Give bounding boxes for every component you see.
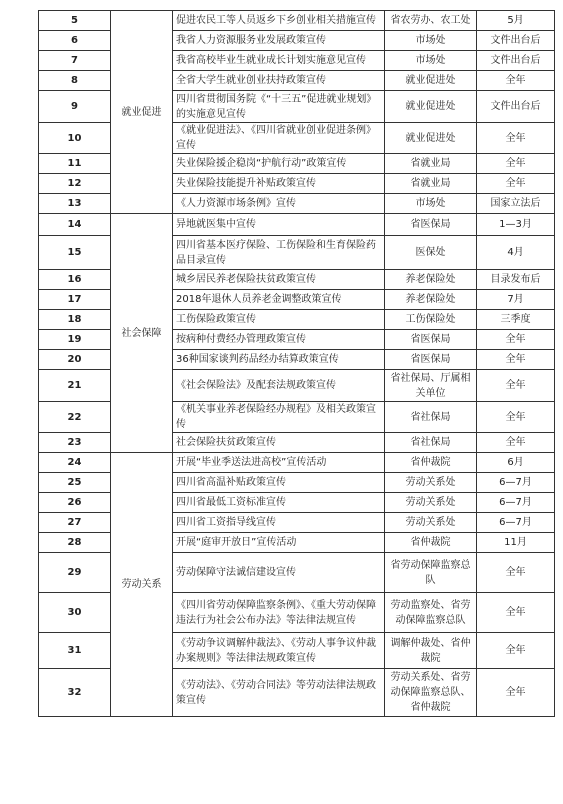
row-number: 19 xyxy=(39,330,111,350)
department-cell: 就业促进处 xyxy=(385,91,477,123)
department-cell: 省社保局 xyxy=(385,433,477,453)
task-cell: 我省人力资源服务业发展政策宣传 xyxy=(173,31,385,51)
department-cell: 市场处 xyxy=(385,31,477,51)
row-number: 14 xyxy=(39,214,111,236)
time-cell: 三季度 xyxy=(477,310,555,330)
time-cell: 国家立法后 xyxy=(477,194,555,214)
task-cell: 《社会保险法》及配套法规政策宣传 xyxy=(173,370,385,402)
department-cell: 省农劳办、农工处 xyxy=(385,11,477,31)
department-cell: 劳动关系处 xyxy=(385,513,477,533)
department-cell: 劳动关系处、省劳动保障监察总队、省仲裁院 xyxy=(385,669,477,717)
time-cell: 全年 xyxy=(477,71,555,91)
row-number: 27 xyxy=(39,513,111,533)
task-cell: 《人力资源市场条例》宣传 xyxy=(173,194,385,214)
time-cell: 文件出台后 xyxy=(477,51,555,71)
task-cell: 城乡居民养老保险扶贫政策宣传 xyxy=(173,270,385,290)
task-cell: 四川省工资指导线宣传 xyxy=(173,513,385,533)
department-cell: 养老保险处 xyxy=(385,290,477,310)
time-cell: 全年 xyxy=(477,154,555,174)
row-number: 11 xyxy=(39,154,111,174)
row-number: 13 xyxy=(39,194,111,214)
department-cell: 劳动关系处 xyxy=(385,493,477,513)
department-cell: 劳动关系处 xyxy=(385,473,477,493)
task-cell: 《机关事业养老保险经办规程》及相关政策宣传 xyxy=(173,402,385,433)
department-cell: 省仲裁院 xyxy=(385,533,477,553)
row-number: 16 xyxy=(39,270,111,290)
task-cell: 《劳动争议调解仲裁法》、《劳动人事争议仲裁办案规则》等法律法规政策宣传 xyxy=(173,633,385,669)
department-cell: 省医保局 xyxy=(385,214,477,236)
time-cell: 4月 xyxy=(477,236,555,270)
department-cell: 省仲裁院 xyxy=(385,453,477,473)
task-cell: 全省大学生就业创业扶持政策宣传 xyxy=(173,71,385,91)
table-body xyxy=(39,11,555,717)
task-cell: 失业保险援企稳岗“护航行动”政策宣传 xyxy=(173,154,385,174)
department-cell: 省社保局 xyxy=(385,402,477,433)
row-number: 25 xyxy=(39,473,111,493)
row-number: 31 xyxy=(39,633,111,669)
time-cell: 6—7月 xyxy=(477,513,555,533)
department-cell: 劳动监察处、省劳动保障监察总队 xyxy=(385,593,477,633)
time-cell: 11月 xyxy=(477,533,555,553)
time-cell: 目录发布后 xyxy=(477,270,555,290)
time-cell: 全年 xyxy=(477,123,555,154)
row-number: 20 xyxy=(39,350,111,370)
time-cell: 5月 xyxy=(477,11,555,31)
row-number: 6 xyxy=(39,31,111,51)
row-number: 12 xyxy=(39,174,111,194)
task-cell: 社会保险扶贫政策宣传 xyxy=(173,433,385,453)
task-cell: 《就业促进法》、《四川省就业创业促进条例》宣传 xyxy=(173,123,385,154)
department-cell: 就业促进处 xyxy=(385,123,477,154)
time-cell: 6—7月 xyxy=(477,493,555,513)
category-cell: 就业促进 xyxy=(111,11,173,214)
task-cell: 我省高校毕业生就业成长计划实施意见宣传 xyxy=(173,51,385,71)
department-cell: 医保处 xyxy=(385,236,477,270)
time-cell: 全年 xyxy=(477,633,555,669)
time-cell: 全年 xyxy=(477,174,555,194)
row-number: 32 xyxy=(39,669,111,717)
department-cell: 省社保局、厅属相关单位 xyxy=(385,370,477,402)
row-number: 15 xyxy=(39,236,111,270)
task-cell: 2018年退休人员养老金调整政策宣传 xyxy=(173,290,385,310)
category-cell: 社会保障 xyxy=(111,214,173,453)
table-row xyxy=(39,11,555,31)
row-number: 18 xyxy=(39,310,111,330)
time-cell: 6月 xyxy=(477,453,555,473)
time-cell: 文件出台后 xyxy=(477,91,555,123)
time-cell: 全年 xyxy=(477,330,555,350)
task-cell: 异地就医集中宣传 xyxy=(173,214,385,236)
time-cell: 全年 xyxy=(477,350,555,370)
table-row xyxy=(39,453,555,473)
task-cell: 四川省最低工资标准宣传 xyxy=(173,493,385,513)
row-number: 23 xyxy=(39,433,111,453)
department-cell: 调解仲裁处、省仲裁院 xyxy=(385,633,477,669)
row-number: 24 xyxy=(39,453,111,473)
table-row xyxy=(39,214,555,236)
time-cell: 全年 xyxy=(477,593,555,633)
row-number: 21 xyxy=(39,370,111,402)
department-cell: 市场处 xyxy=(385,194,477,214)
department-cell: 省就业局 xyxy=(385,154,477,174)
row-number: 8 xyxy=(39,71,111,91)
task-cell: 《四川省劳动保障监察条例》、《重大劳动保障违法行为社会公布办法》等法律法规宣传 xyxy=(173,593,385,633)
department-cell: 市场处 xyxy=(385,51,477,71)
row-number: 28 xyxy=(39,533,111,553)
row-number: 29 xyxy=(39,553,111,593)
row-number: 22 xyxy=(39,402,111,433)
time-cell: 文件出台后 xyxy=(477,31,555,51)
task-cell: 四川省基本医疗保险、工伤保险和生育保险药品目录宣传 xyxy=(173,236,385,270)
time-cell: 全年 xyxy=(477,669,555,717)
time-cell: 1—3月 xyxy=(477,214,555,236)
task-cell: 《劳动法》、《劳动合同法》等劳动法律法规政策宣传 xyxy=(173,669,385,717)
time-cell: 全年 xyxy=(477,433,555,453)
task-cell: 36种国家谈判药品经办结算政策宣传 xyxy=(173,350,385,370)
department-cell: 省医保局 xyxy=(385,330,477,350)
task-cell: 四川省高温补贴政策宣传 xyxy=(173,473,385,493)
department-cell: 省就业局 xyxy=(385,174,477,194)
department-cell: 工伤保险处 xyxy=(385,310,477,330)
time-cell: 全年 xyxy=(477,402,555,433)
task-cell: 失业保险技能提升补贴政策宣传 xyxy=(173,174,385,194)
time-cell: 6—7月 xyxy=(477,473,555,493)
row-number: 5 xyxy=(39,11,111,31)
department-cell: 就业促进处 xyxy=(385,71,477,91)
row-number: 9 xyxy=(39,91,111,123)
task-cell: 按病种付费经办管理政策宣传 xyxy=(173,330,385,350)
task-cell: 工伤保险政策宣传 xyxy=(173,310,385,330)
row-number: 7 xyxy=(39,51,111,71)
department-cell: 省医保局 xyxy=(385,350,477,370)
task-cell: 开展“庭审开放日”宣传活动 xyxy=(173,533,385,553)
row-number: 26 xyxy=(39,493,111,513)
department-cell: 省劳动保障监察总队 xyxy=(385,553,477,593)
time-cell: 全年 xyxy=(477,553,555,593)
task-cell: 四川省贯彻国务院《“十三五”促进就业规划》的实施意见宣传 xyxy=(173,91,385,123)
task-cell: 开展“毕业季送法进高校”宣传活动 xyxy=(173,453,385,473)
task-cell: 促进农民工等人员返乡下乡创业相关措施宣传 xyxy=(173,11,385,31)
department-cell: 养老保险处 xyxy=(385,270,477,290)
task-cell: 劳动保障守法诚信建设宣传 xyxy=(173,553,385,593)
publicity-plan-table xyxy=(38,10,555,717)
row-number: 30 xyxy=(39,593,111,633)
time-cell: 7月 xyxy=(477,290,555,310)
category-cell: 劳动关系 xyxy=(111,453,173,717)
time-cell: 全年 xyxy=(477,370,555,402)
row-number: 10 xyxy=(39,123,111,154)
row-number: 17 xyxy=(39,290,111,310)
